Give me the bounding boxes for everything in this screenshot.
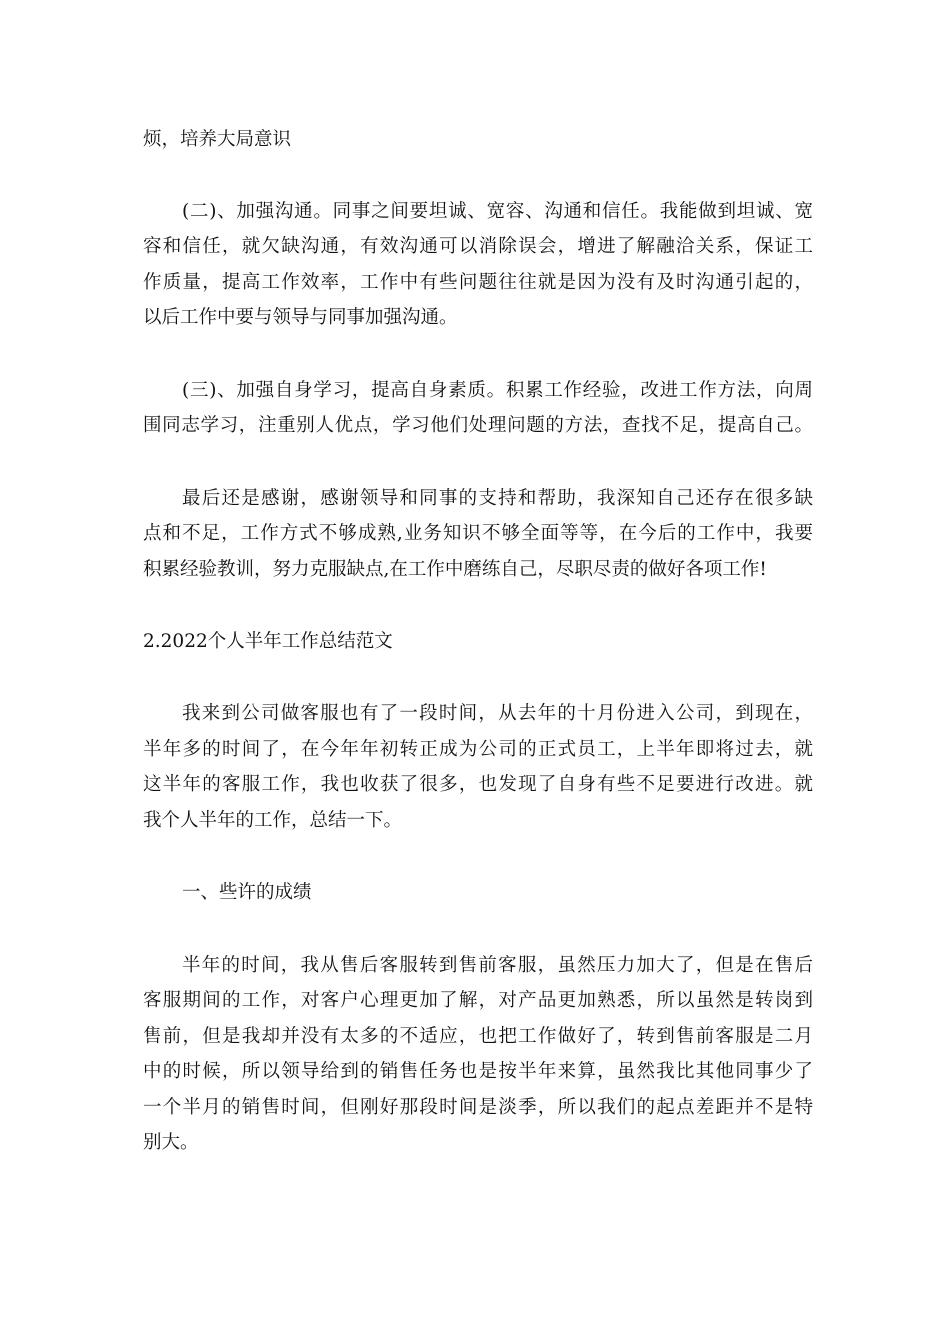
text-line: 半年的时间，我从售后客服转到售前客服，虽然压力加大了，但是在售后 — [182, 955, 813, 976]
text-line: 围同志学习，注重别人优点，学习他们处理问题的方法，查找不足，提高自己。 — [143, 415, 813, 436]
text-line: 容和信任，就欠缺沟通，有效沟通可以消除误会，增进了解融洽关系，保证工 — [143, 236, 813, 257]
text-line: 我个人半年的工作，总结一下。 — [143, 810, 403, 831]
text-line: 以后工作中要与领导与同事加强沟通。 — [143, 307, 458, 328]
text-line: 半年多的时间了，在今年年初转正成为公司的正式员工，上半年即将过去，就 — [143, 739, 813, 760]
text-line: 最后还是感谢，感谢领导和同事的支持和帮助，我深知自己还存在很多缺 — [182, 488, 813, 509]
text-line: 售前，但是我却并没有太多的不适应，也把工作做好了，转到售前客服是二月 — [143, 1026, 813, 1047]
text-line: 我来到公司做客服也有了一段时间，从去年的十月份进入公司，到现在， — [182, 703, 813, 724]
text-line: (三)、加强自身学习，提高自身素质。积累工作经验，改进工作方法，向周 — [182, 380, 813, 401]
text-line: 一个半月的销售时间，但刚好那段时间是淡季，所以我们的起点差距并不是特 — [143, 1097, 813, 1118]
text-line: 这半年的客服工作，我也收获了很多，也发现了自身有些不足要进行改进。就 — [143, 774, 813, 795]
text-line: 烦，培养大局意识 — [143, 129, 292, 150]
subsection-heading: 一、些许的成绩 — [182, 882, 312, 903]
section-heading: 2.2022个人半年工作总结范文 — [143, 631, 393, 652]
text-line: 作质量，提高工作效率，工作中有些问题往往就是因为没有及时沟通引起的， — [143, 272, 813, 293]
text-line: 积累经验教训，努力克服缺点,在工作中磨练自己，尽职尽责的做好各项工作! — [143, 559, 767, 580]
text-line: 中的时候，所以领导给到的销售任务也是按半年来算，虽然我比其他同事少了 — [143, 1061, 813, 1082]
text-line: 别大。 — [143, 1132, 199, 1153]
text-line: 点和不足，工作方式不够成熟,业务知识不够全面等等，在今后的工作中，我要 — [143, 523, 813, 544]
text-line: (二)、加强沟通。同事之间要坦诚、宽容、沟通和信任。我能做到坦诚、宽 — [182, 201, 813, 222]
text-line: 客服期间的工作，对客户心理更加了解，对产品更加熟悉，所以虽然是转岗到 — [143, 990, 813, 1011]
